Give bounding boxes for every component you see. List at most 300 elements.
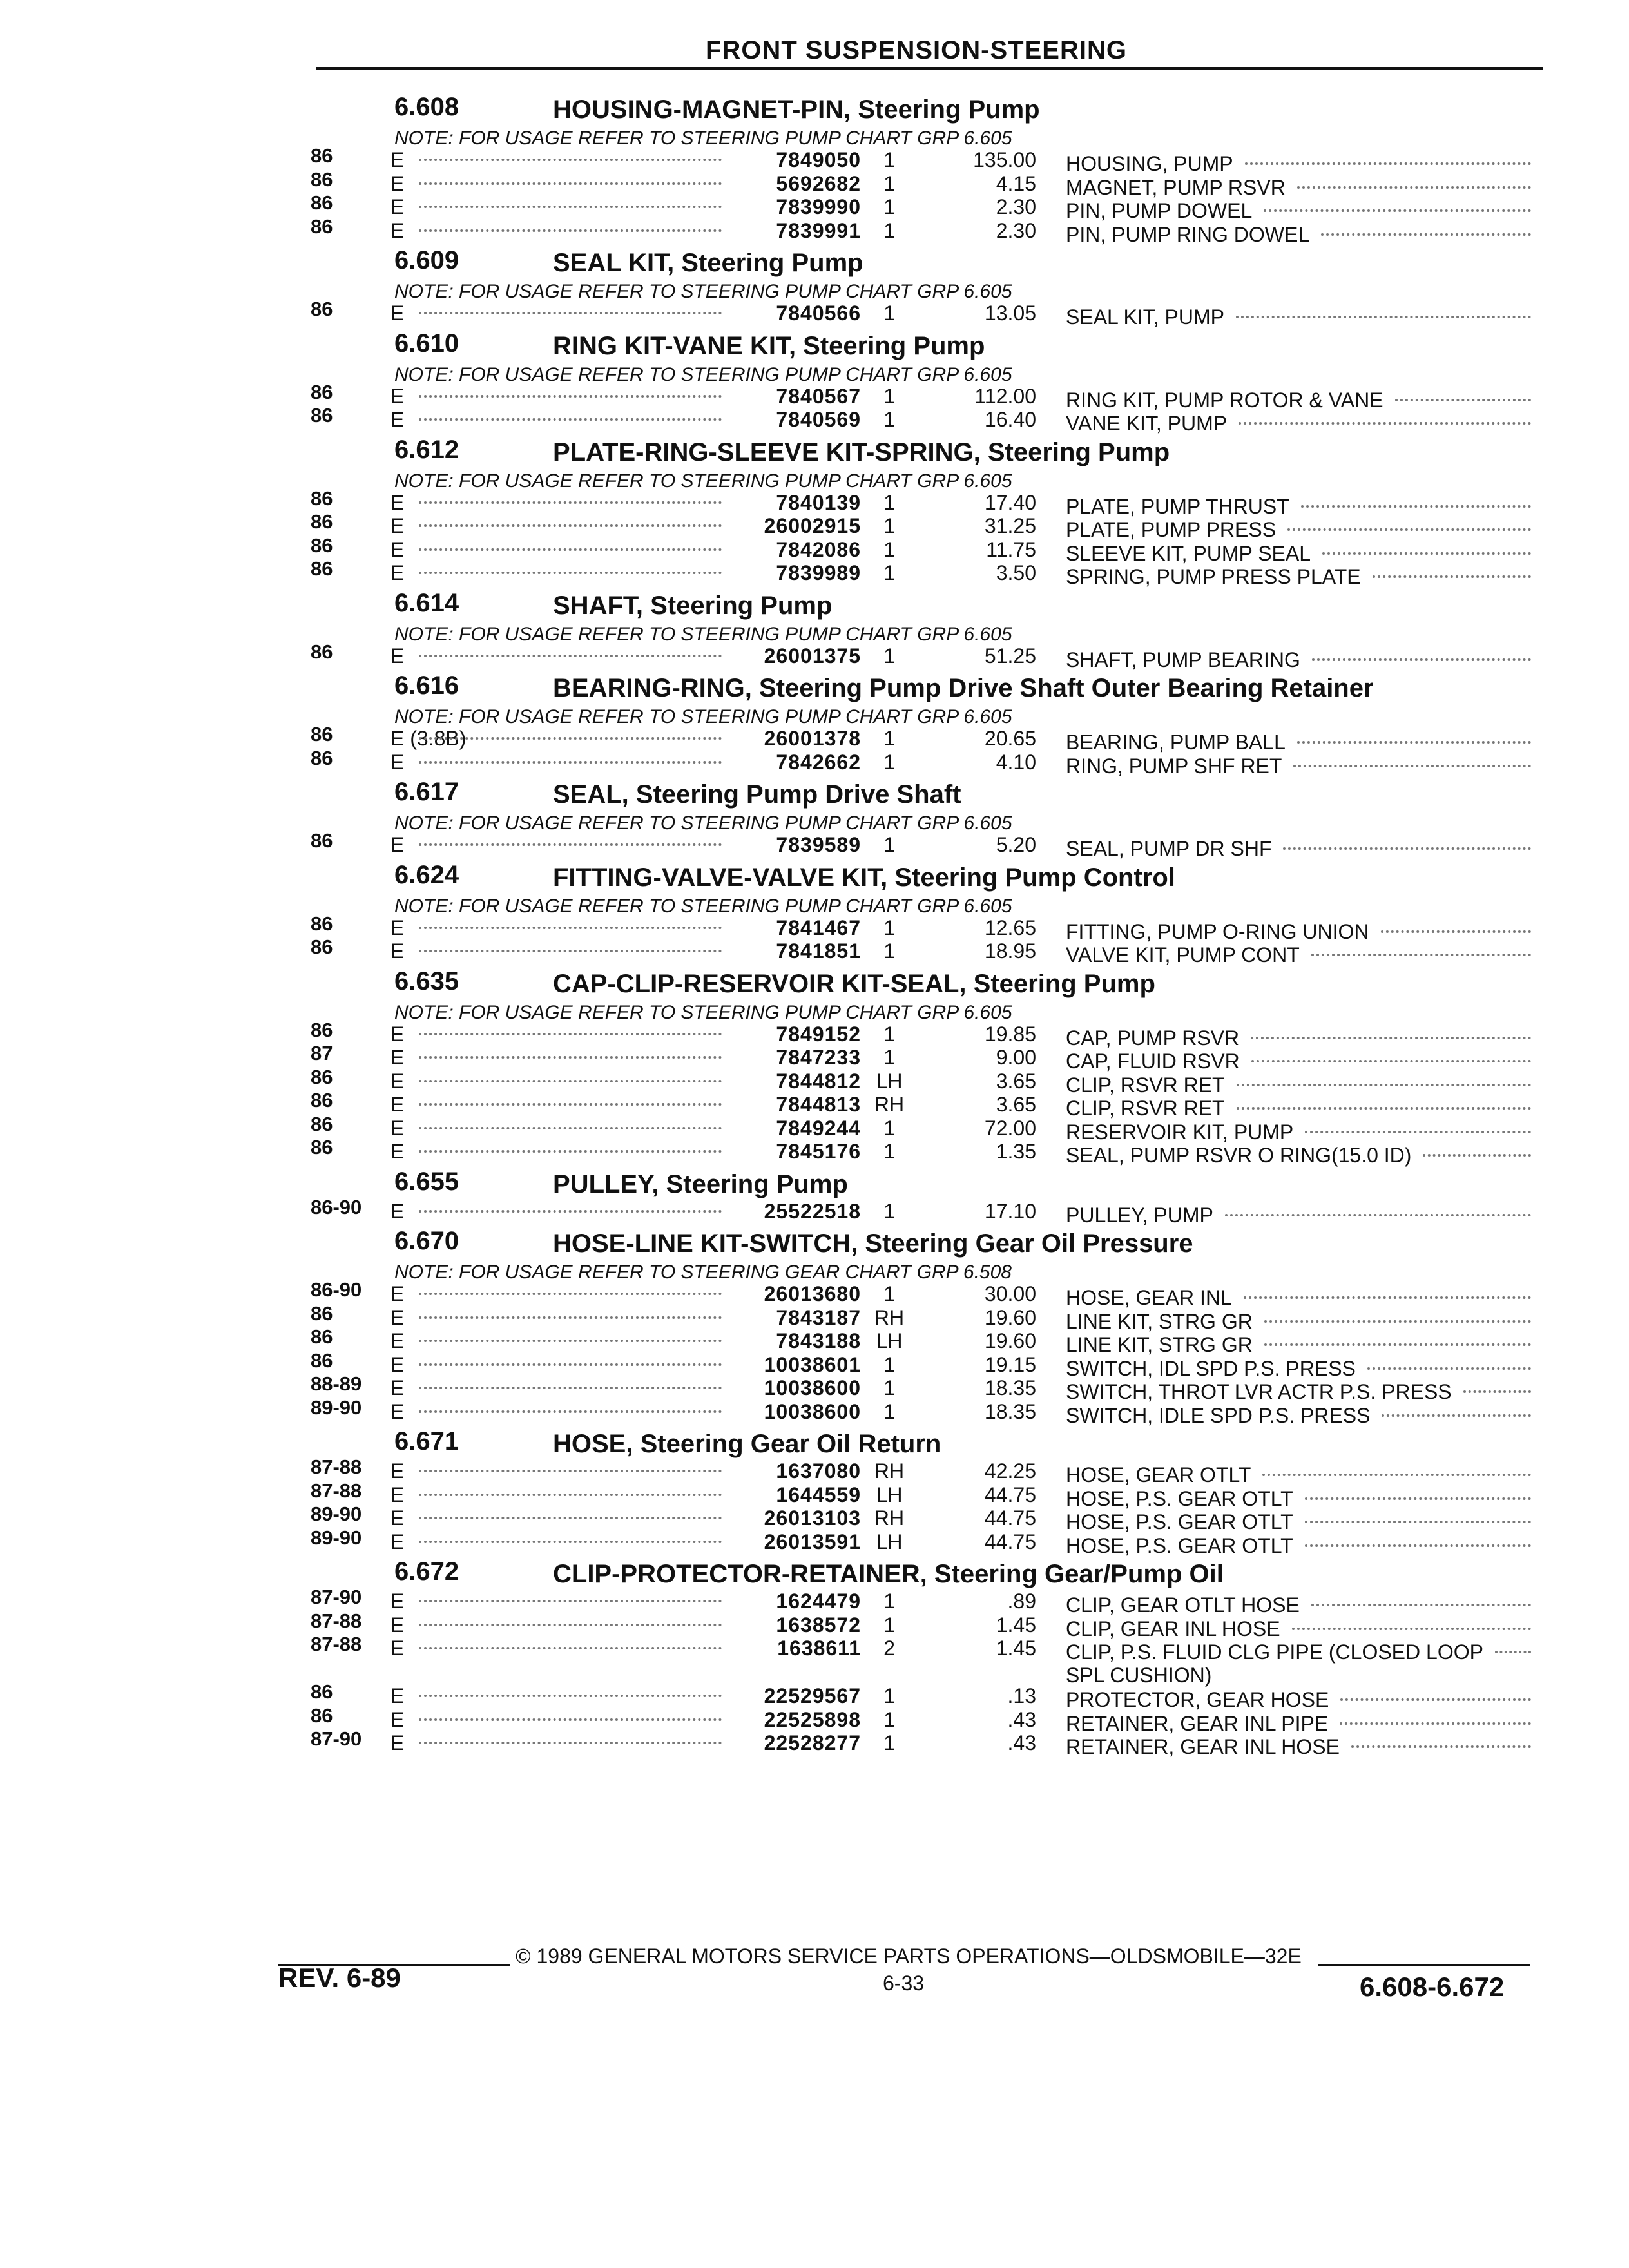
engine-code: E: [390, 1093, 405, 1116]
model-year: 87: [311, 1042, 333, 1064]
dot-leader: [1311, 954, 1531, 956]
part-row: [0, 829, 1629, 860]
part-description: PLATE, PUMP THRUST: [1066, 494, 1289, 518]
dot-leader: [419, 524, 722, 527]
quantity: 1: [883, 1376, 895, 1399]
price: 19.60: [984, 1329, 1036, 1352]
model-year: 86: [311, 533, 333, 557]
model-year: 86: [311, 191, 333, 214]
usage-note: NOTE: FOR USAGE REFER TO STEERING PUMP CHART GRP 6.605: [394, 895, 1012, 917]
price: .89: [1007, 1590, 1036, 1613]
usage-note-line: [0, 278, 1629, 302]
dot-leader: [419, 1340, 722, 1342]
model-year: 86: [311, 1065, 333, 1088]
part-description: SWITCH, THROT LVR ACTR P.S. PRESS: [1066, 1380, 1452, 1403]
engine-code: E: [390, 514, 405, 537]
quantity: 1: [883, 1590, 895, 1613]
group-heading: [0, 857, 1629, 893]
page-number: 6-33: [883, 1972, 925, 1995]
price: 20.65: [984, 727, 1036, 750]
engine-code: E: [390, 1590, 405, 1613]
quantity: 1: [883, 1140, 895, 1163]
price: 44.75: [984, 1506, 1036, 1530]
engine-code: E: [390, 1483, 405, 1506]
part-number: 7849152: [776, 1022, 861, 1046]
quantity: 1: [883, 302, 895, 325]
model-year: 87-90: [311, 1586, 362, 1608]
price: 19.15: [984, 1352, 1036, 1376]
group-number: 6.670: [394, 1227, 459, 1255]
part-row: [0, 168, 1629, 199]
group-heading: [0, 242, 1629, 278]
dot-leader: [1382, 1414, 1531, 1417]
dot-leader: [419, 1387, 722, 1389]
dot-leader: [419, 1316, 722, 1319]
dot-leader: [419, 182, 722, 185]
dot-leader: [419, 737, 722, 740]
part-number: 22529567: [764, 1684, 861, 1707]
part-number: 1638572: [776, 1613, 861, 1637]
copyright-line: © 1989 GENERAL MOTORS SERVICE PARTS OPERATIONS—OLDSMOBILE—32E: [516, 1945, 1302, 1968]
usage-note-line: [0, 361, 1629, 385]
engine-code: E: [390, 148, 405, 171]
part-number: 7839989: [776, 561, 861, 584]
part-description: MAGNET, PUMP RSVR: [1066, 175, 1286, 199]
quantity: LH: [876, 1329, 903, 1352]
price: .43: [1007, 1707, 1036, 1731]
model-year: 86: [311, 215, 333, 238]
group-heading: [0, 432, 1629, 468]
quantity: 1: [883, 1199, 895, 1223]
part-row: [0, 404, 1629, 435]
price: 16.40: [984, 408, 1036, 431]
engine-code: E: [390, 1731, 405, 1754]
price: 51.25: [984, 644, 1036, 668]
dot-leader: [419, 1410, 722, 1413]
group-title: CLIP-PROTECTOR-RETAINER, Steering Gear/Pump Oil: [553, 1560, 1224, 1588]
part-row: [0, 144, 1629, 175]
part-number: 7839991: [776, 218, 861, 242]
engine-code: E: [390, 1530, 405, 1553]
part-description: RING KIT, PUMP ROTOR & VANE: [1066, 388, 1383, 412]
price: 44.75: [984, 1530, 1036, 1553]
part-description: SPRING, PUMP PRESS PLATE: [1066, 565, 1361, 588]
dot-leader: [419, 229, 722, 232]
part-number: 22528277: [764, 1731, 861, 1754]
part-number: 10038601: [764, 1352, 861, 1376]
dot-leader: [419, 1056, 722, 1059]
usage-note-line: [0, 810, 1629, 833]
group-number: 6.608: [394, 93, 459, 121]
part-description: CLIP, RSVR RET: [1066, 1097, 1225, 1120]
dot-leader: [1321, 233, 1531, 236]
price: 2.30: [996, 195, 1036, 218]
part-row: [0, 1680, 1629, 1711]
price: 18.95: [984, 939, 1036, 963]
part-description: SEAL, PUMP RSVR O RING(15.0 ID): [1066, 1144, 1412, 1167]
part-description: HOUSING, PUMP: [1066, 152, 1233, 175]
part-row: [0, 1089, 1629, 1120]
quantity: 1: [883, 514, 895, 537]
part-group: [0, 774, 1629, 860]
price: 31.25: [984, 514, 1036, 537]
dot-leader: [1239, 422, 1531, 425]
part-number: 7843188: [776, 1329, 861, 1352]
price: 3.65: [996, 1069, 1036, 1093]
dot-leader: [419, 1695, 722, 1697]
price: 4.15: [996, 171, 1036, 195]
engine-code: E: [390, 1506, 405, 1530]
dot-leader: [1264, 1343, 1531, 1346]
quantity: 1: [883, 750, 895, 774]
dot-leader: [419, 1470, 722, 1472]
price: 2.30: [996, 218, 1036, 242]
usage-note: NOTE: FOR USAGE REFER TO STEERING PUMP CHART GRP 6.605: [394, 812, 1012, 834]
price: 135.00: [973, 148, 1036, 171]
engine-code: E: [390, 384, 405, 408]
group-title: HOSE, Steering Gear Oil Return: [553, 1430, 941, 1458]
part-row: [0, 510, 1629, 541]
dot-leader: [1297, 741, 1531, 744]
dot-leader: [1225, 1214, 1531, 1216]
dot-leader: [419, 206, 722, 208]
group-heading: [0, 585, 1629, 621]
price: .43: [1007, 1731, 1036, 1754]
dot-leader: [419, 1517, 722, 1519]
dot-leader: [419, 1647, 722, 1649]
part-group: [0, 1164, 1629, 1227]
quantity: 1: [883, 537, 895, 561]
group-number: 6.635: [394, 966, 459, 995]
part-number: 26013591: [764, 1530, 861, 1553]
part-description: RETAINER, GEAR INL PIPE: [1066, 1711, 1329, 1735]
part-description: RING, PUMP SHF RET: [1066, 754, 1282, 778]
engine-code: E: [390, 1116, 405, 1140]
quantity: 1: [883, 1282, 895, 1305]
price: 30.00: [984, 1282, 1036, 1305]
part-number: 26001378: [764, 727, 861, 750]
part-number: 7840566: [776, 302, 861, 325]
dot-leader: [1340, 1698, 1531, 1701]
part-group: [0, 857, 1629, 966]
dot-leader: [1423, 1154, 1531, 1157]
part-description: RETAINER, GEAR INL HOSE: [1066, 1735, 1340, 1758]
part-row: [0, 1479, 1629, 1510]
part-row: [0, 1609, 1629, 1640]
model-year: 86: [311, 380, 333, 403]
dot-leader: [1264, 209, 1531, 212]
usage-note-line: [0, 704, 1629, 727]
dot-leader: [1244, 1296, 1531, 1299]
dot-leader: [419, 395, 722, 398]
part-row: [0, 1065, 1629, 1097]
group-number: 6.609: [394, 246, 459, 274]
engine-code: E: [390, 1199, 405, 1223]
usage-note: NOTE: FOR USAGE REFER TO STEERING PUMP CHART GRP 6.605: [394, 623, 1012, 645]
part-row: [0, 1396, 1629, 1427]
group-number: 6.672: [394, 1557, 459, 1586]
part-description: CLIP, GEAR OTLT HOSE: [1066, 1593, 1300, 1617]
dot-leader: [419, 418, 722, 421]
part-row: [0, 912, 1629, 943]
part-number: 10038600: [764, 1376, 861, 1399]
model-year: 86: [311, 746, 333, 769]
part-description: HOSE, P.S. GEAR OTLT: [1066, 1510, 1293, 1533]
part-row: [0, 1586, 1629, 1617]
dot-leader: [1297, 186, 1531, 189]
dot-leader: [419, 1210, 722, 1213]
price: 17.10: [984, 1199, 1036, 1223]
price: 42.25: [984, 1459, 1036, 1483]
part-group: [0, 1423, 1629, 1557]
quantity: 1: [883, 1046, 895, 1069]
dot-leader: [1463, 1390, 1531, 1393]
price: 9.00: [996, 1046, 1036, 1069]
dot-leader: [1251, 1060, 1531, 1062]
usage-note: NOTE: FOR USAGE REFER TO STEERING PUMP CHART GRP 6.605: [394, 363, 1012, 385]
part-row: [0, 298, 1629, 329]
usage-note: NOTE: FOR USAGE REFER TO STEERING GEAR CHART GRP 6.508: [394, 1262, 1012, 1283]
dot-leader: [419, 655, 722, 657]
part-description-cont: SPL CUSHION): [1066, 1664, 1212, 1687]
engine-code: E: [390, 1329, 405, 1352]
engine-code: E: [390, 1352, 405, 1376]
model-year: 86: [311, 1704, 333, 1727]
part-number: 7844812: [776, 1069, 861, 1093]
usage-note-line: [0, 1259, 1629, 1282]
model-year: 86: [311, 723, 333, 745]
quantity: 1: [883, 171, 895, 195]
dot-leader: [419, 548, 722, 551]
group-title: RING KIT-VANE KIT, Steering Pump: [553, 331, 985, 360]
price: 1.45: [996, 1613, 1036, 1637]
price: 18.35: [984, 1399, 1036, 1423]
model-year: 86: [311, 404, 333, 427]
part-row: [0, 1503, 1629, 1533]
dot-leader: [419, 950, 722, 952]
dot-leader: [419, 572, 722, 574]
price: 17.40: [984, 490, 1036, 514]
part-group: [0, 963, 1629, 1167]
part-description: BEARING, PUMP BALL: [1066, 731, 1286, 754]
part-group: [0, 585, 1629, 671]
usage-note-line: [0, 468, 1629, 491]
dot-leader: [1395, 399, 1531, 401]
part-group: [0, 325, 1629, 435]
quantity: LH: [876, 1069, 903, 1093]
group-heading: [0, 963, 1629, 999]
dot-leader: [1381, 930, 1531, 933]
quantity: 1: [883, 148, 895, 171]
part-group: [0, 668, 1629, 778]
price: 4.10: [996, 750, 1036, 774]
part-number: 7839990: [776, 195, 861, 218]
model-year: 86: [311, 298, 333, 320]
engine-code: E: [390, 408, 405, 431]
part-number: 7847233: [776, 1046, 861, 1069]
part-number: 7849244: [776, 1116, 861, 1140]
part-number: 1637080: [776, 1459, 861, 1483]
dot-leader: [1305, 1521, 1531, 1523]
quantity: 1: [883, 727, 895, 750]
group-heading: [0, 1223, 1629, 1259]
part-number: 7845176: [776, 1140, 861, 1163]
dot-leader: [419, 1541, 722, 1543]
part-number: 7840567: [776, 384, 861, 408]
quantity: RH: [874, 1305, 905, 1329]
part-description: SWITCH, IDL SPD P.S. PRESS: [1066, 1356, 1356, 1380]
engine-code: E: [390, 1707, 405, 1731]
dot-leader: [1292, 1628, 1531, 1630]
group-number: 6.614: [394, 588, 459, 617]
model-year: 87-90: [311, 1727, 362, 1750]
model-year: 86: [311, 486, 333, 510]
model-year: 86: [311, 168, 333, 191]
group-number: 6.617: [394, 778, 459, 806]
price: .13: [1007, 1684, 1036, 1707]
part-number: 26002915: [764, 514, 861, 537]
dot-leader: [1236, 316, 1531, 318]
part-description: HOSE, GEAR INL: [1066, 1286, 1232, 1309]
part-description: FITTING, PUMP O-RING UNION: [1066, 919, 1369, 943]
engine-code: E: [390, 302, 405, 325]
engine-code: E: [390, 1022, 405, 1046]
part-row: [0, 936, 1629, 966]
dot-leader: [419, 761, 722, 764]
group-range: 6.608-6.672: [1360, 1972, 1505, 2002]
part-row: [0, 533, 1629, 565]
group-title: SEAL KIT, Steering Pump: [553, 249, 863, 277]
dot-leader: [419, 1293, 722, 1295]
part-number: 7841851: [776, 939, 861, 963]
price: 5.20: [996, 833, 1036, 856]
group-number: 6.671: [394, 1427, 459, 1456]
parts-listing: [0, 89, 1629, 1758]
engine-code: E: [390, 537, 405, 561]
group-heading: [0, 1553, 1629, 1590]
price: 3.65: [996, 1093, 1036, 1116]
part-number: 7849050: [776, 148, 861, 171]
part-row: [0, 746, 1629, 778]
dot-leader: [1245, 162, 1531, 165]
quantity: RH: [874, 1459, 905, 1483]
price: 3.50: [996, 561, 1036, 584]
engine-code: E: [390, 490, 405, 514]
dot-leader: [1367, 1367, 1531, 1370]
group-title: PULLEY, Steering Pump: [553, 1169, 848, 1198]
price: 19.60: [984, 1305, 1036, 1329]
price: 1.35: [996, 1140, 1036, 1163]
quantity: 1: [883, 195, 895, 218]
dot-leader: [419, 312, 722, 314]
part-row: [0, 1526, 1629, 1557]
dot-leader: [419, 501, 722, 504]
engine-code: E: [390, 1282, 405, 1305]
part-number: 1638611: [777, 1637, 861, 1660]
usage-note-line: [0, 621, 1629, 644]
model-year: 86: [311, 1112, 333, 1135]
group-title: CAP-CLIP-RESERVOIR KIT-SEAL, Steering Pump: [553, 969, 1155, 998]
model-year: 86: [311, 510, 333, 533]
quantity: LH: [876, 1530, 903, 1553]
model-year: 86: [311, 829, 333, 852]
usage-note: NOTE: FOR USAGE REFER TO STEERING PUMP CHART GRP 6.605: [394, 1001, 1012, 1023]
engine-code: E: [390, 644, 405, 668]
part-description: SWITCH, IDLE SPD P.S. PRESS: [1066, 1403, 1371, 1427]
quantity: LH: [876, 1483, 903, 1506]
engine-code: E: [390, 1637, 405, 1660]
group-heading: [0, 325, 1629, 361]
dot-leader: [419, 1150, 722, 1153]
engine-code: E: [390, 1684, 405, 1707]
price: 112.00: [974, 384, 1036, 408]
quantity: 1: [883, 1399, 895, 1423]
usage-note: NOTE: FOR USAGE REFER TO STEERING PUMP CHART GRP 6.605: [394, 470, 1012, 492]
model-year: 86-90: [311, 1195, 362, 1218]
group-title: HOSE-LINE KIT-SWITCH, Steering Gear Oil Pressure: [553, 1229, 1193, 1258]
usage-note: NOTE: FOR USAGE REFER TO STEERING PUMP CHART GRP 6.605: [394, 706, 1012, 727]
model-year: 87-88: [311, 1609, 362, 1632]
part-row: [0, 1325, 1629, 1356]
quantity: 1: [883, 1022, 895, 1046]
part-row: [0, 191, 1629, 222]
part-row: [0, 1018, 1629, 1050]
part-number: 26013680: [764, 1282, 861, 1305]
part-number: 7842662: [776, 750, 861, 774]
dot-leader: [1251, 1037, 1531, 1039]
engine-code: E: [390, 1305, 405, 1329]
quantity: 1: [883, 490, 895, 514]
part-description: PLATE, PUMP PRESS: [1066, 518, 1277, 541]
part-number: 7844813: [776, 1093, 861, 1116]
part-number: 25522518: [764, 1199, 861, 1223]
part-row: [0, 1112, 1629, 1144]
quantity: 1: [883, 384, 895, 408]
usage-note-line: [0, 893, 1629, 916]
part-row: [0, 215, 1629, 246]
part-row: [0, 723, 1629, 754]
part-row: [0, 1042, 1629, 1073]
dot-leader: [419, 1600, 722, 1602]
dot-leader: [1340, 1722, 1531, 1725]
group-heading: [0, 668, 1629, 704]
part-description: CAP, FLUID RSVR: [1066, 1050, 1240, 1073]
model-year: 86-90: [311, 1278, 362, 1301]
part-row: [0, 1704, 1629, 1735]
model-year: 89-90: [311, 1503, 362, 1525]
engine-code: E: [390, 1069, 405, 1093]
part-number: 7843187: [776, 1305, 861, 1329]
dot-leader: [1237, 1107, 1531, 1110]
engine-code: E: [390, 916, 405, 939]
part-description: CLIP, GEAR INL HOSE: [1066, 1617, 1280, 1640]
quantity: 1: [883, 561, 895, 584]
part-number: 7841467: [776, 916, 861, 939]
part-description: PROTECTOR, GEAR HOSE: [1066, 1688, 1329, 1711]
group-heading: [0, 89, 1629, 125]
quantity: 1: [883, 1684, 895, 1707]
group-number: 6.655: [394, 1167, 459, 1196]
dot-leader: [1312, 658, 1531, 661]
usage-note-line: [0, 999, 1629, 1023]
part-number: 10038600: [764, 1399, 861, 1423]
part-row: [0, 1302, 1629, 1333]
engine-code: E: [390, 195, 405, 218]
model-year: 86: [311, 912, 333, 935]
part-row: [0, 380, 1629, 412]
model-year: 86: [311, 1680, 333, 1703]
quantity: 1: [883, 939, 895, 963]
